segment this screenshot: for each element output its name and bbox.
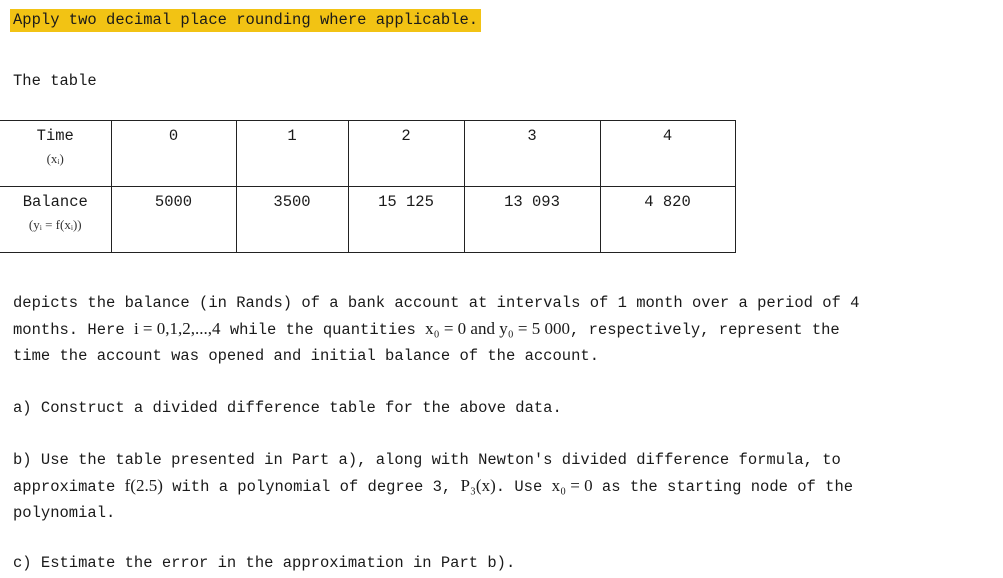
balance-value: 15 125 [378, 193, 434, 211]
starting-node-math: x₀ = 0 [551, 476, 593, 495]
time-value: 1 [287, 127, 297, 145]
initial-values-math: x₀ = 0 and y₀ = 5 000 [425, 319, 570, 338]
time-cell [600, 121, 735, 187]
time-value: 2 [401, 127, 411, 145]
balance-value: 13 093 [504, 193, 560, 211]
time-value: 0 [168, 127, 179, 145]
part-b-text: as the starting node of the [601, 478, 854, 496]
part-c-question: c) Estimate the error in the approximation in Part b). [13, 554, 516, 572]
part-b-line-1: b) Use the table presented in Part a), along with Newton's divided difference formula, to [13, 451, 841, 469]
balance-cell [464, 187, 600, 253]
time-sublabel: (xᵢ) [46, 151, 64, 166]
balance-cell [600, 187, 735, 253]
part-a-question: a) Construct a divided difference table for the above data. [13, 399, 562, 417]
balance-label: Balance [22, 193, 88, 211]
part-b-question [13, 447, 853, 526]
time-label: Time [36, 127, 74, 145]
polynomial-p3-math: P₃(x) [460, 476, 496, 495]
balance-value: 4 820 [644, 193, 691, 211]
description-line-2 [13, 316, 859, 343]
row-header-time [0, 121, 111, 187]
description-text: , respectively, represent the [569, 321, 840, 339]
index-range-math: i = 0,1,2,...,4 [133, 319, 221, 338]
table-label: The table [13, 72, 97, 90]
data-table [0, 120, 736, 253]
balance-sublabel: (yᵢ = f(xᵢ)) [28, 217, 82, 232]
balance-value: 3500 [273, 193, 311, 211]
part-b-line-3: polynomial. [13, 504, 116, 522]
balance-value: 5000 [154, 193, 193, 211]
rounding-instruction-banner: Apply two decimal place rounding where applicable. [10, 9, 481, 32]
balance-cell [236, 187, 348, 253]
part-b-text: . Use [495, 478, 543, 496]
table-row-balance [0, 187, 735, 253]
part-b-line-2 [13, 473, 853, 500]
f-of-2-5-math: f(2.5) [124, 476, 163, 495]
time-value: 3 [527, 127, 537, 145]
table-row-time [0, 121, 735, 187]
description-paragraph [13, 290, 859, 369]
part-b-text: approximate [13, 478, 116, 496]
description-text: months. Here [13, 321, 125, 339]
time-cell [111, 121, 236, 187]
description-text: while the quantities [229, 321, 416, 339]
time-cell [464, 121, 600, 187]
balance-cell [111, 187, 236, 253]
time-cell [348, 121, 464, 187]
part-b-text: with a polynomial of degree 3, [172, 478, 452, 496]
time-value: 4 [662, 127, 673, 145]
balance-cell [348, 187, 464, 253]
description-line-3: time the account was opened and initial balance of the account. [13, 347, 599, 365]
row-header-balance [0, 187, 111, 253]
description-line-1: depicts the balance (in Rands) of a bank account at intervals of 1 month over a period of 4 [13, 294, 860, 312]
time-cell [236, 121, 348, 187]
